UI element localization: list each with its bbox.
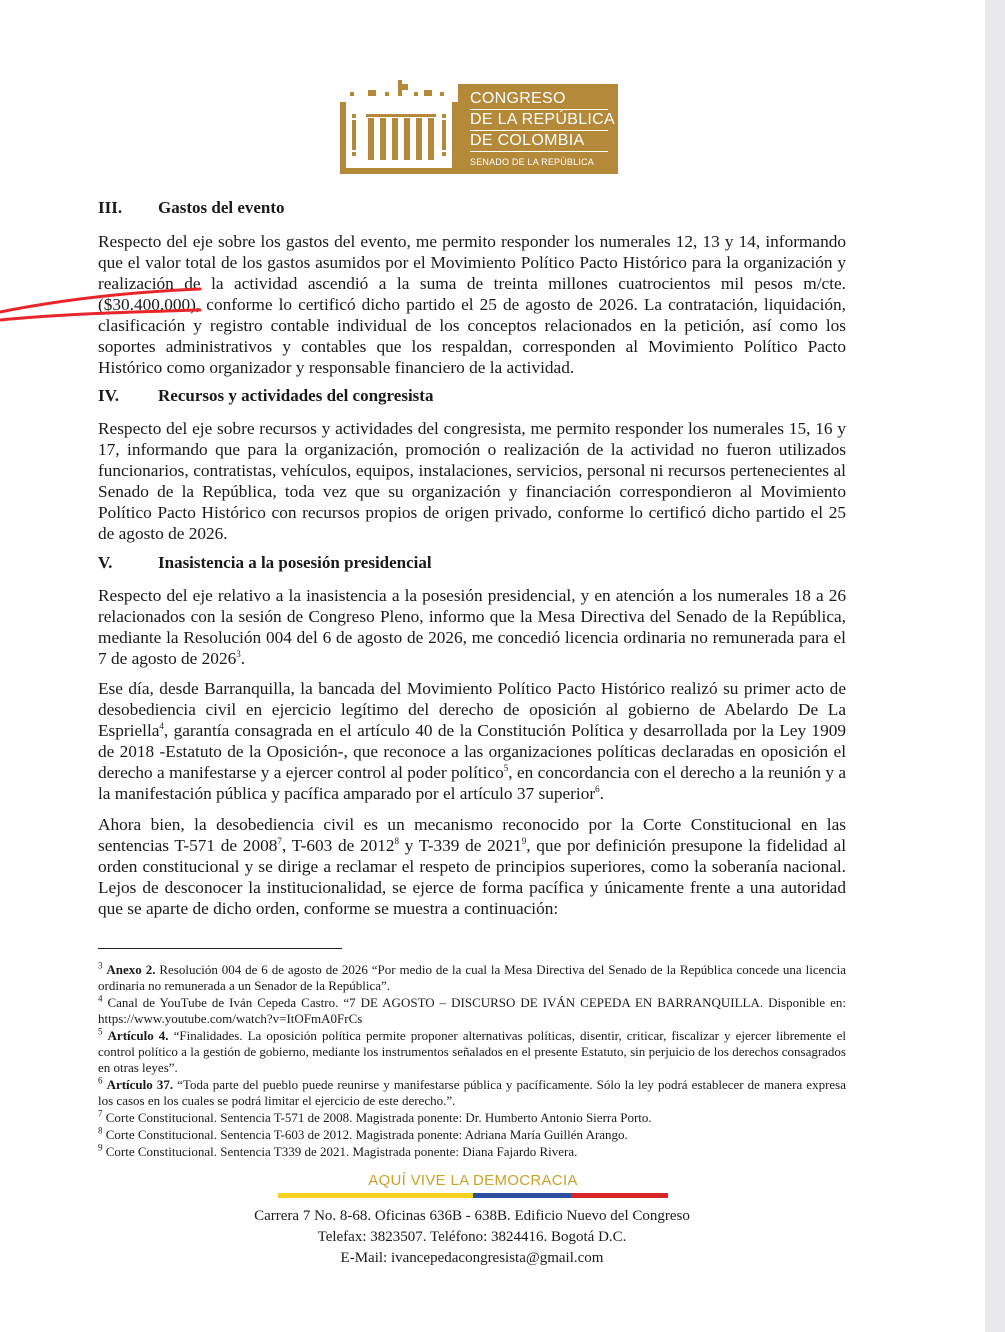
logo-subtitle: SENADO DE LA REPÚBLICA [470, 157, 594, 167]
footnote-8: $^8$ Corte Constitucional. Sentencia T-603 de 2012. Magistrada ponente: Adriana María Guillén Arango. [98, 1125, 628, 1142]
footnote-divider [98, 948, 342, 949]
section-4-number: IV. [98, 386, 119, 405]
footnote-ref: 5 [503, 763, 509, 774]
footnotes [98, 962, 846, 1161]
footer-slogan: AQUÍ VIVE LA DEMOCRACIA [368, 1172, 578, 1189]
capitol-building-icon [340, 80, 458, 174]
congress-logo [340, 80, 620, 174]
footnote-ref: 7 [277, 836, 282, 847]
logo-text-box [458, 84, 618, 174]
paragraph-text: , en concordancia con el derecho a la reunión y a la manifestación pública y pacífica amparado por el artículo 37 superior [98, 763, 846, 803]
address-line-2: Telefax: 3823507. Teléfono: 3824416. Bogotá D.C. [317, 1229, 627, 1245]
logo-line-1: CONGRESO [470, 90, 566, 107]
logo-line-2: DE LA REPÚBLICA [470, 111, 615, 128]
footnote-5: $^5$ Artículo 4. “Finalidades. La oposición política permite proponer alternativas políticas, disentir, criticar, fiscalizar y ejercer libremente el control político a la gestión de gobierno, mediante los instrumentos señalados en el presente Estatuto, sin perjuicio de los derechos consagrados en otras leyes”. [98, 1026, 846, 1075]
section-5-paragraph-2: Ese día, desde Barranquilla, la bancada del Movimiento Político Pacto Histórico realizó su primer acto de desobediencia civil en ejercicio legítimo del derecho de oposición al gobierno de Abelardo De La Espriella$^4$, garantía consagrada en el artículo 40 de la Constitución Política y desarrollada por la Ley 1909 de 2018 -Estatuto de la Oposición-, que reconoce a las organizaciones políticas declaradas en oposición el derecho a manifestarse y a ejercer control al poder político$^5$, en concordancia con el derecho a la reunión y a la manifestación pública y pacífica amparado por el artículo 37 superior$^6$. [98, 679, 846, 803]
footnote-ref: 4 [159, 721, 164, 732]
section-5-title: Inasistencia a la posesión presidencial [158, 553, 432, 572]
footnote-ref: 6 [595, 784, 600, 795]
footnote-6: $^6$ Artículo 37. “Toda parte del pueblo puede reunirse y manifestarse pública y pacíficamente. Sólo la ley podrá establecer de manera expresa los casos en los cuales se podrá limitar el ejercicio de este derecho.”. [98, 1075, 846, 1108]
section-5-paragraph-3 [98, 814, 846, 919]
section-4-paragraph: Respecto del eje sobre recursos y actividades del congresista, me permito responder los numerales 15, 16 y 17, informando que para la organización, promoción o realización de la actividad no fueron utilizados funcionarios, contratistas, vehículos, equipos, instalaciones, servicios, personal ni recursos pertenecientes al Senado de la República, toda vez que su organización y financiación correspondieron al Movimiento Político Pacto Histórico con recursos propios de origen privado, conforme lo certificó dicho partido el 25 de agosto de 2026. [98, 419, 846, 543]
section-3-number: III. [98, 198, 123, 217]
section-3-heading [98, 198, 846, 218]
address-line-3: E-Mail: ivancepedacongresista@gmail.com [340, 1250, 604, 1266]
logo-line-3: DE COLOMBIA [470, 132, 585, 149]
footer-address [98, 1206, 846, 1269]
footnote-ref: 9 [521, 836, 527, 847]
section-5-paragraph-1: Respecto del eje relativo a la inasistencia a la posesión presidencial, y en atención a los numerales 18 a 26 relacionados con la sesión de Congreso Pleno, informo que la Mesa Directiva del Senado de la República, mediante la Resolución 004 del 6 de agosto de 2026, me concedió licencia ordinaria no remunerada para el 7 de agosto de 2026$^3$. [98, 586, 846, 668]
paragraph-text: , garantía consagrada en el artículo 40 de la Constitución Política y desarrollada por la Ley 1909 de 2018 -Estatuto de la Oposición-, que reconoce a las organizaciones políticas declaradas en oposición el derecho a manifestarse y a ejercer control al poder político [98, 721, 846, 782]
colombia-flag-stripe [278, 1193, 668, 1198]
footnote-9: $^9$ Corte Constitucional. Sentencia T339 de 2021. Magistrada ponente: Diana Fajardo Rivera. [98, 1142, 578, 1159]
section-4-heading [98, 386, 846, 406]
section-5-number: V. [98, 553, 113, 572]
viewer-scroll-area[interactable] [985, 0, 1005, 1332]
section-5-heading [98, 553, 846, 573]
footnote-7: $^7$ Corte Constitucional. Sentencia T-571 de 2008. Magistrada ponente: Dr. Humberto Antonio Sierra Porto. [98, 1108, 652, 1125]
paragraph-text: y T-339 de 2021 [399, 836, 522, 855]
footnote-ref: 3 [236, 649, 241, 660]
address-line-1: Carrera 7 No. 8-68. Oficinas 636B - 638B. Edificio Nuevo del Congreso [254, 1208, 690, 1224]
section-4-title: Recursos y actividades del congresista [158, 386, 434, 405]
paragraph-text: , T-603 de 2012 [281, 836, 395, 855]
footnote-4: $^4$ Canal de YouTube de Iván Cepeda Castro. “7 DE AGOSTO – DISCURSO DE IVÁN CEPEDA EN BARRANQUILLA. Disponible en: https://www.youtube.com/watch?v=ItOFmA0FrCs [98, 993, 846, 1026]
paragraph-text: Ahora bien, la desobediencia civil es un mecanismo reconocido por la Corte Constitucional en las sentencias T-571 de 2008 [98, 815, 846, 855]
section-3-title: Gastos del evento [158, 198, 285, 217]
paragraph-text: , que por definición presupone la fidelidad al orden constitucional y se dirige a reclamar el respeto de principios superiores, como la soberanía nacional. Lejos de desconocer la institucionalidad, se ejerce de forma pacífica y únicamente frente a una autoridad que se aparte de dicho orden, conforme se muestra a continuación: [98, 836, 846, 918]
section-3-paragraph: Respecto del eje sobre los gastos del evento, me permito responder los numerales 12, 13 y 14, informando que el valor total de los gastos asumidos por el Movimiento Político Pacto Histórico para la organización y realización de la actividad ascendió a la suma de treinta millones cuatrocientos mil pesos m/cte. ($30.400.000), conforme lo certificó dicho partido el 25 de agosto de 2026. La contratación, liquidación, clasificación y registro contable individual de los conceptos relacionados en la petición, así como los soportes administrativos y contables que los respaldan, corresponden al Movimiento Político Pacto Histórico como organizador y responsable financiero de la actividad. [98, 232, 846, 377]
paragraph-text: Respecto del eje relativo a la inasistencia a la posesión presidencial, y en atención a los numerales 18 a 26 relacionados con la sesión de Congreso Pleno, informo que la Mesa Directiva del Senado de la República, mediante la Resolución 004 del 6 de agosto de 2026, me concedió licencia ordinaria no remunerada para el 7 de agosto de 2026 [98, 586, 846, 668]
footnote-ref: 8 [394, 836, 400, 847]
footnote-3: $^3$ Anexo 2. Resolución 004 de 6 de agosto de 2026 “Por medio de la cual la Mesa Directiva del Senado de la República concede una licencia ordinaria no remunerada a un Senador de la República”. [98, 960, 847, 993]
paragraph-text: Ese día, desde Barranquilla, la bancada del Movimiento Político Pacto Histórico realizó su primer acto de desobediencia civil en ejercicio legítimo del derecho de oposición al gobierno de Abelardo De La Espriella [98, 679, 846, 740]
